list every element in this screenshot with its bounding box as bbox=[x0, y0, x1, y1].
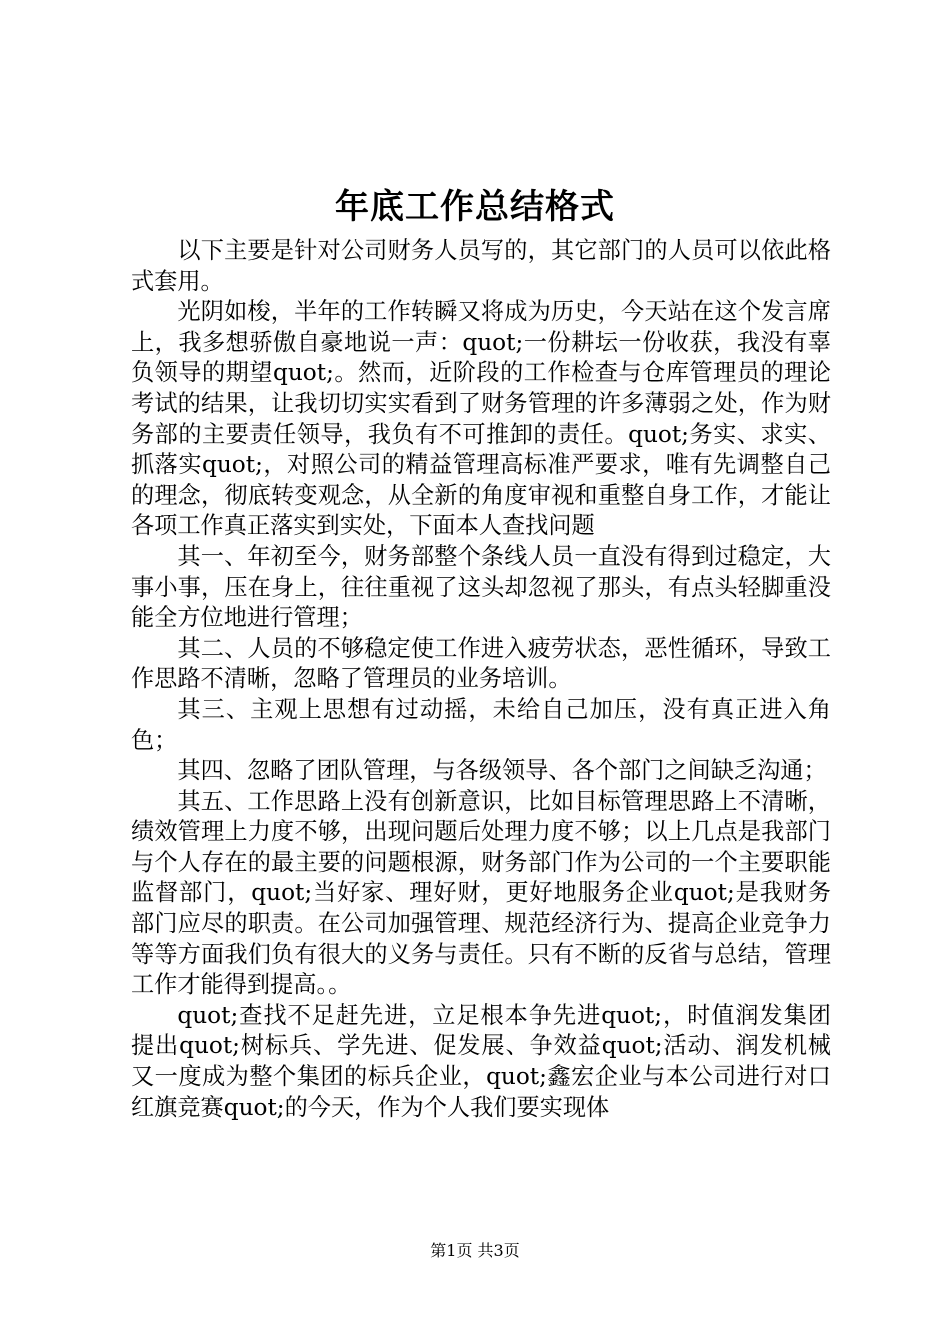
paragraph-issue-4: 其四、忽略了团队管理，与各级领导、各个部门之间缺乏沟通； bbox=[177, 757, 827, 785]
document-title: 年底工作总结格式 bbox=[335, 187, 615, 227]
paragraph-issue-2: 其二、人员的不够稳定使工作进入疲劳状态，恶性循环，导致工作思路不清晰，忽略了管理员的业务培训。 bbox=[131, 634, 831, 693]
paragraph-issue-3: 其三、主观上思想有过动摇，未给自己加压，没有真正进入角色； bbox=[131, 695, 831, 754]
paragraph-issue-1: 其一、年初至今，财务部整个条线人员一直没有得到过稳定，大事小事，压在身上，往往重视了这头却忽视了那头，有点头轻脚重没能全方位地进行管理； bbox=[131, 542, 831, 632]
paragraph-opening: 光阴如梭，半年的工作转瞬又将成为历史，今天站在这个发言席上，我多想骄傲自豪地说一声：quot;一份耕坛一份收获，我没有辜负领导的期望quot;。然而，近阶段的工作检查与仓库管理员的理论考试的结果，让我切切实实看到了财务管理的许多薄弱之处，作为财务部的主要责任领导，我负有不可推卸的责任。quot;务实、求实、抓落实quot;，对照公司的精益管理高标准严要求，唯有先调整自己的理念，彻底转变观念，从全新的角度审视和重整自身工作，才能让各项工作真正落实到实处，下面本人查找问题 bbox=[131, 298, 831, 540]
paragraph-issue-5: 其五、工作思路上没有创新意识，比如目标管理思路上不清晰，绩效管理上力度不够，出现问题后处理力度不够；以上几点是我部门与个人存在的最主要的问题根源，财务部门作为公司的一个主要职能监督部门，quot;当好家、理好财，更好地服务企业quot;是我财务部门应尽的职责。在公司加强管理、规范经济行为、提高企业竞争力等等方面我们负有很大的义务与责任。只有不断的反省与总结，管理工作才能得到提高。。 bbox=[131, 787, 831, 999]
paragraph-intro: 以下主要是针对公司财务人员写的，其它部门的人员可以依此格式套用。 bbox=[131, 237, 831, 295]
document-body bbox=[131, 236, 831, 1123]
paragraph-continuation: quot;查找不足赶先进，立足根本争先进quot;，时值润发集团提出quot;树标兵、学先进、促发展、争效益quot;活动、润发机械又一度成为整个集团的标兵企业，quot;鑫宏企业与本公司进行对口红旗竞赛quot;的今天，作为个人我们要实现体 bbox=[131, 1001, 831, 1121]
page-footer: 第1页 共3页 bbox=[430, 1241, 520, 1260]
